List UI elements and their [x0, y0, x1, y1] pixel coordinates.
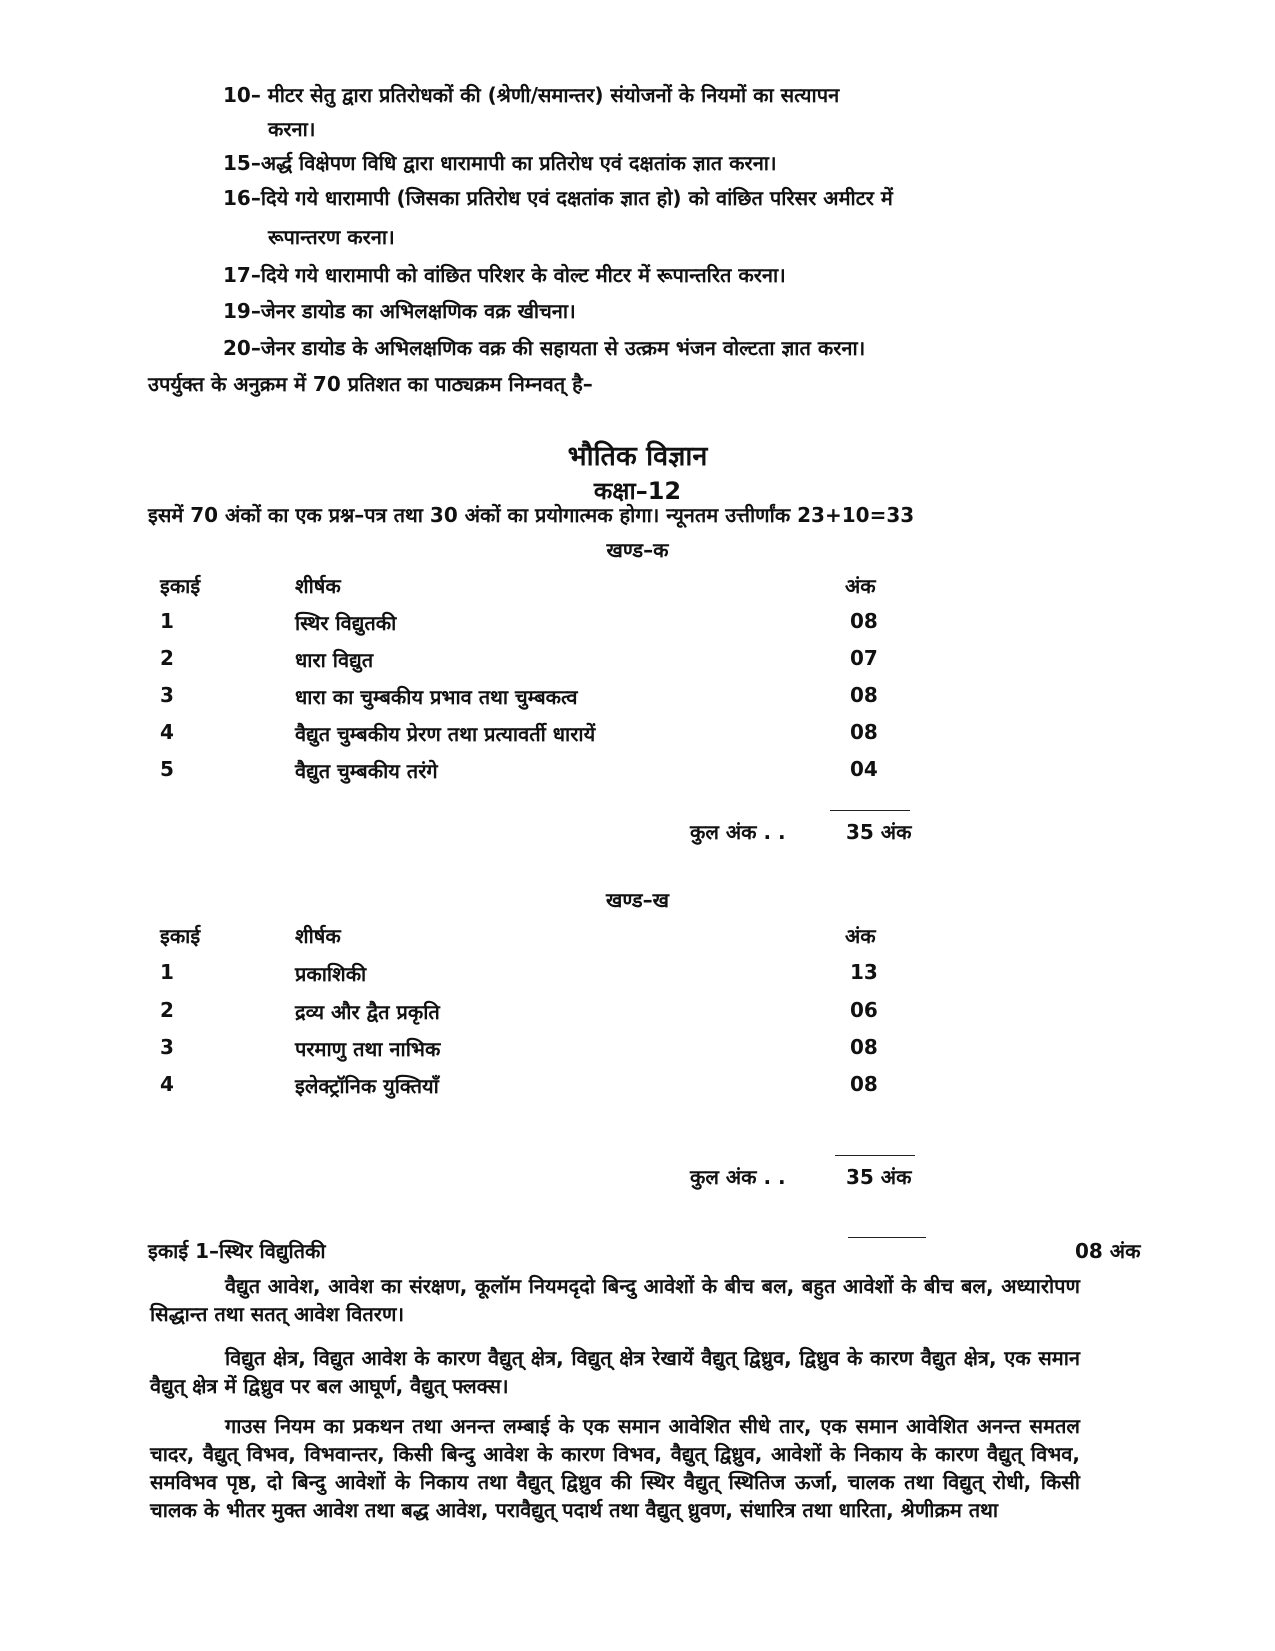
row-unit: 1: [160, 960, 174, 984]
row-topic: वैद्युत चुम्बकीय प्रेरण तथा प्रत्यावर्ती धारायें: [295, 722, 596, 746]
row-unit: 2: [160, 998, 174, 1022]
section-a-heading: खण्ड–क: [606, 538, 669, 562]
list-item-17: 17–दिये गये धारामापी को वांछित परिशर के वोल्ट मीटर में रूपान्तरित करना।: [223, 263, 786, 287]
row-topic: परमाणु तथा नाभिक: [295, 1037, 441, 1061]
row-unit: 4: [160, 1072, 174, 1096]
list-item-10: 10– मीटर सेतु द्वारा प्रतिरोधकों की (श्रेणी/समान्तर) संयोजनों के नियमों का सत्यापन: [223, 83, 840, 107]
intro-line: उपर्युक्त के अनुक्रम में 70 प्रतिशत का पाठ्यक्रम निम्नवत् है–: [148, 372, 593, 396]
row-marks: 08: [850, 1035, 878, 1059]
row-topic: धारा विद्युत: [295, 648, 374, 672]
list-item-10-cont: करना।: [268, 117, 316, 141]
total-divider: [835, 1155, 915, 1156]
class-label: कक्षा–12: [593, 477, 682, 505]
page-title: भौतिक विज्ञान: [567, 441, 708, 472]
section-divider: [848, 1237, 926, 1238]
row-marks: 07: [850, 646, 878, 670]
section-a-total-label: कुल अंक . .: [690, 820, 786, 844]
row-unit: 3: [160, 1035, 174, 1059]
row-topic: स्थिर विद्युतकी: [295, 611, 397, 635]
list-item-16: 16–दिये गये धारामापी (जिसका प्रतिरोध एवं दक्षतांक ज्ञात हो) को वांछित परिसर अमीटर में: [223, 186, 893, 210]
header-topic: शीर्षक: [295, 924, 341, 948]
section-b-total-value: 35 अंक: [846, 1165, 912, 1189]
row-marks: 08: [850, 609, 878, 633]
header-topic: शीर्षक: [295, 574, 341, 598]
row-marks: 13: [850, 960, 878, 984]
row-marks: 08: [850, 683, 878, 707]
row-unit: 4: [160, 720, 174, 744]
row-marks: 04: [850, 757, 878, 781]
row-marks: 08: [850, 720, 878, 744]
row-unit: 1: [160, 609, 174, 633]
row-topic: धारा का चुम्बकीय प्रभाव तथा चुम्बकत्व: [295, 685, 578, 709]
row-topic: द्रव्य और द्वैत प्रकृति: [295, 1000, 440, 1024]
row-marks: 08: [850, 1072, 878, 1096]
paragraph-3: गाउस नियम का प्रकथन तथा अनन्त लम्बाई के एक समान आवेशित सीधे तार, एक समान आवेशित अनन्त समतल चादर, वैद्युत् विभव, विभवान्तर, किसी बिन्दु आवेश के कारण विभव, वैद्युत् द्विध्रुव, आवेशों के निकाय के कारण वैद्युत् विभव, समविभव पृष्ठ, दो बिन्दु आवेशों के निकाय तथा वैद्युत् द्विध्रुव की स्थिर वैद्युत् स्थितिज ऊर्जा, चालक तथा विद्युत् रोधी, किसी चालक के भीतर मुक्त आवेश तथा बद्ध आवेश, परावैद्युत् पदार्थ तथा वैद्युत् ध्रुवण, संधारित्र तथा धारिता, श्रेणीक्रम तथा: [150, 1414, 1080, 1522]
list-item-15: 15–अर्द्ध विक्षेपण विधि द्वारा धारामापी का प्रतिरोध एवं दक्षतांक ज्ञात करना।: [223, 151, 777, 175]
section-b-heading: खण्ड–ख: [606, 888, 669, 912]
exam-note: इसमें 70 अंकों का एक प्रश्न–पत्र तथा 30 अंकों का प्रयोगात्मक होगा। न्यूनतम उत्तीर्णांक 23+10=33: [148, 503, 915, 527]
header-unit: इकाई: [160, 574, 201, 598]
row-unit: 3: [160, 683, 174, 707]
paragraph-2: विद्युत क्षेत्र, विद्युत आवेश के कारण वैद्युत् क्षेत्र, विद्युत् क्षेत्र रेखायें वैद्युत् द्विध्रुव, द्विध्रुव के कारण वैद्युत क्षेत्र, एक समान वैद्युत् क्षेत्र में द्विध्रुव पर बल आघूर्ण, वैद्युत् फ्लक्स।: [150, 1346, 1080, 1398]
row-topic: वैद्युत चुम्बकीय तरंगे: [295, 759, 438, 783]
row-marks: 06: [850, 998, 878, 1022]
unit-title: इकाई 1–स्थिर विद्युतिकी: [148, 1239, 326, 1263]
row-unit: 5: [160, 757, 174, 781]
list-item-20: 20–जेनर डायोड के अभिलक्षणिक वक्र की सहायता से उत्क्रम भंजन वोल्टता ज्ञात करना।: [223, 336, 866, 360]
header-marks: अंक: [845, 924, 876, 948]
unit-marks: 08 अंक: [1075, 1239, 1141, 1263]
list-item-16-cont: रूपान्तरण करना।: [268, 225, 395, 249]
header-marks: अंक: [845, 574, 876, 598]
paragraph-1: वैद्युत आवेश, आवेश का संरक्षण, कूलॉम नियमदृदो बिन्दु आवेशों के बीच बल, बहुत आवेशों के बीच बल, अध्यारोपण सिद्धान्त तथा सतत् आवेश वितरण।: [150, 1274, 1080, 1326]
row-unit: 2: [160, 646, 174, 670]
list-item-19: 19–जेनर डायोड का अभिलक्षणिक वक्र खीचना।: [223, 299, 576, 323]
header-unit: इकाई: [160, 924, 201, 948]
section-a-total-value: 35 अंक: [846, 820, 912, 844]
total-divider: [830, 810, 910, 811]
row-topic: प्रकाशिकी: [295, 962, 367, 986]
row-topic: इलेक्ट्रॉनिक युक्तियाँ: [295, 1074, 439, 1098]
section-b-total-label: कुल अंक . .: [690, 1165, 786, 1189]
